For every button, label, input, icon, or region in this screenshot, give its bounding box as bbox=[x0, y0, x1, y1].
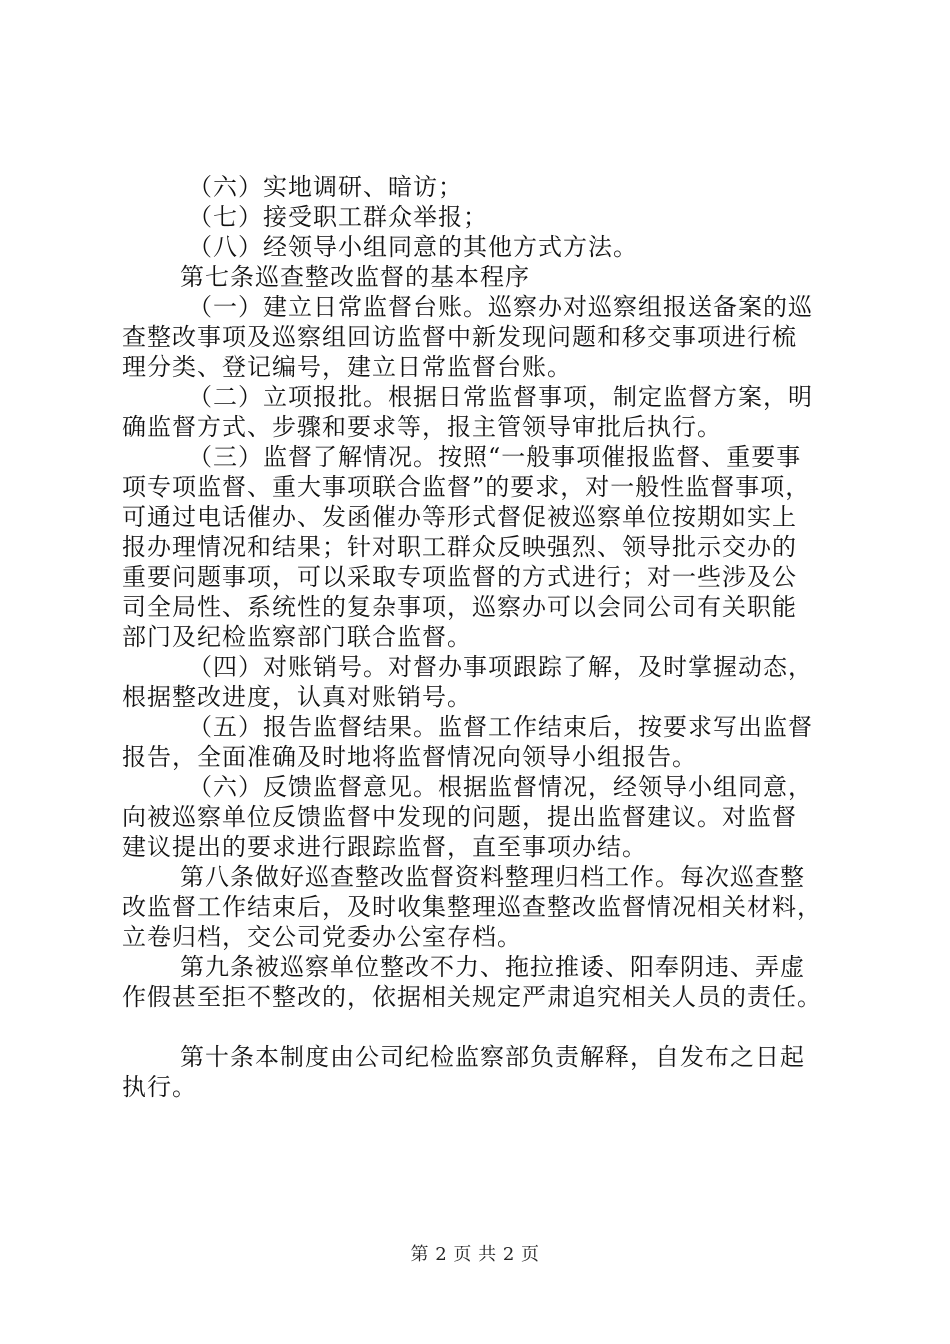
text-line: 确监督方式、步骤和要求等，报主管领导审批后执行。 bbox=[122, 413, 722, 441]
article-heading: 第九条被巡察单位整改不力、拖拉推诿、阳奉阴违、弄虚 bbox=[180, 953, 805, 981]
text-line: （七）接受职工群众举报； bbox=[188, 203, 488, 231]
text-line: 执行。 bbox=[122, 1073, 197, 1101]
document-body bbox=[122, 172, 847, 1102]
text-line: 建议提出的要求进行跟踪监督，直至事项办结。 bbox=[122, 833, 647, 861]
text-line: 立卷归档，交公司党委办公室存档。 bbox=[122, 923, 522, 951]
text-line: （八）经领导小组同意的其他方式方法。 bbox=[188, 233, 638, 261]
text-line: （三）监督了解情况。按照“一般事项催报监督、重要事 bbox=[188, 443, 802, 471]
text-line: （六）实地调研、暗访； bbox=[188, 173, 463, 201]
text-line: 向被巡察单位反馈监督中发现的问题，提出监督建议。对监督 bbox=[122, 803, 797, 831]
text-line: 作假甚至拒不整改的，依据相关规定严肃追究相关人员的责任。 bbox=[122, 983, 822, 1011]
text-line: （六）反馈监督意见。根据监督情况，经领导小组同意， bbox=[188, 773, 813, 801]
text-line: 部门及纪检监察部门联合监督。 bbox=[122, 623, 472, 651]
text-line: 根据整改进度，认真对账销号。 bbox=[122, 683, 472, 711]
text-line: 司全局性、系统性的复杂事项，巡察办可以会同公司有关职能 bbox=[122, 593, 797, 621]
page-footer: 第 2 页 共 2 页 bbox=[410, 1244, 540, 1265]
article-heading: 第七条巡查整改监督的基本程序 bbox=[180, 263, 530, 291]
text-line: 重要问题事项，可以采取专项监督的方式进行；对一些涉及公 bbox=[122, 563, 797, 591]
text-line: （五）报告监督结果。监督工作结束后，按要求写出监督 bbox=[188, 713, 813, 741]
text-line: 可通过电话催办、发函催办等形式督促被巡察单位按期如实上 bbox=[122, 503, 797, 531]
text-line: 查整改事项及巡察组回访监督中新发现问题和移交事项进行梳 bbox=[122, 323, 797, 351]
text-line: 项专项监督、重大事项联合监督”的要求，对一般性监督事项， bbox=[122, 473, 811, 501]
text-line: 报告，全面准确及时地将监督情况向领导小组报告。 bbox=[122, 743, 697, 771]
text-line: （四）对账销号。对督办事项跟踪了解，及时掌握动态， bbox=[188, 653, 813, 681]
paragraph-gap bbox=[122, 1012, 847, 1042]
text-line: 报办理情况和结果；针对职工群众反映强烈、领导批示交办的 bbox=[122, 533, 797, 561]
article-heading: 第八条做好巡查整改监督资料整理归档工作。每次巡查整 bbox=[180, 863, 805, 891]
text-line: （二）立项报批。根据日常监督事项，制定监督方案，明 bbox=[188, 383, 813, 411]
text-line: 理分类、登记编号，建立日常监督台账。 bbox=[122, 353, 572, 381]
text-line: 改监督工作结束后，及时收集整理巡查整改监督情况相关材料， bbox=[122, 893, 822, 921]
text-line: （一）建立日常监督台账。巡察办对巡察组报送备案的巡 bbox=[188, 293, 813, 321]
article-heading: 第十条本制度由公司纪检监察部负责解释，自发布之日起 bbox=[180, 1043, 805, 1071]
